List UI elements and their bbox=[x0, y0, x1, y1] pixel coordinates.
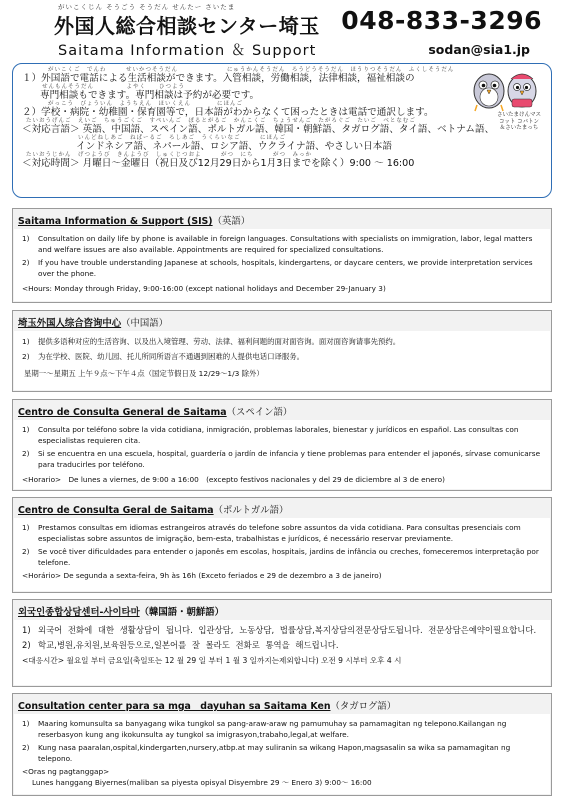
language-tag: （韓国語・朝鮮語） bbox=[139, 607, 225, 618]
section-spanish bbox=[12, 399, 552, 491]
item-number: 2) bbox=[22, 352, 30, 361]
section-english bbox=[12, 208, 552, 303]
list-item bbox=[22, 233, 544, 255]
section-body bbox=[14, 420, 550, 489]
list-item bbox=[22, 718, 544, 740]
japanese-info-box bbox=[12, 63, 552, 198]
section-title bbox=[13, 209, 551, 229]
ruby-4: たいおうげんご えいご ちゅうごくご すぺいんご ぽるとがるご かんこくご ちょうせんご たがろぐご たいご べとなむご bbox=[26, 118, 416, 124]
item-text: 학교,병원,유치원,보육원등으로,일본어를 잘 몰라도 전화로 통역을 해드립니다. bbox=[38, 640, 339, 650]
section-body bbox=[14, 518, 550, 591]
language-tag: （ポルトガル語） bbox=[213, 505, 289, 516]
list-item bbox=[22, 624, 544, 637]
item-number: 2) bbox=[22, 258, 30, 267]
ruby-1b: にゅうかんそうだん ろうどうそうだん ほうりつそうだん ふくしそうだん bbox=[227, 67, 455, 73]
section-portuguese bbox=[12, 497, 552, 593]
list-item bbox=[22, 639, 544, 652]
section-body bbox=[14, 714, 550, 794]
item-text: 为在学校、医院、幼儿园、托儿所同所语言不通遇到困难的人提供电话口译服务。 bbox=[38, 352, 305, 361]
section-title-text: Centro de Consulta Geral de Saitama bbox=[18, 505, 214, 516]
header bbox=[0, 0, 564, 62]
ruby-3: がっこう びょういん ようちえん ほいくえん にほんご bbox=[48, 101, 244, 107]
item-number: 2) bbox=[22, 547, 30, 556]
item-text: Prestamos consultas em idiomas estrangeiros através do telefone sobre assuntos da vida cotidiana. Para consultas presenciais com especialistas sobre assuntos de imigração, bem-esta, trabalhistas e jurídicos, é necessário reservar previamente. bbox=[38, 523, 521, 543]
item-text: Kung nasa paaralan,ospital,kindergarten,nursery,atbp.at may suliranin sa wikang Hapon,magsasalin sa wika sa pamamagitan ng telepono. bbox=[38, 743, 511, 763]
ruby-2: せんもんそうだん よやく ひつよう bbox=[42, 84, 186, 90]
info-line-6 bbox=[22, 152, 545, 169]
section-title-text: Saitama Information & Support (SIS) bbox=[18, 216, 213, 227]
item-text: Consultation on daily life by phone is available in foreign languages. Consultations with specialists on immigration, labor, legal matters and welfare issues are also available. Appointments are required for specialized consultations. bbox=[38, 234, 533, 254]
info-text-3: ２）学校・病院・幼稚園・保育園等で，日本語がわからなくて困ったときは電話で通訳します。 bbox=[22, 107, 434, 118]
info-text-4: ＜対応言語＞ 英語、中国語、スペイン語、ポルトガル語、韓国・朝鮮語、タガログ語、タイ語、ベトナム語、 bbox=[22, 124, 495, 135]
list-item bbox=[22, 522, 544, 544]
hours-label: <Oras ng pagtanggap> bbox=[22, 767, 110, 776]
item-number: 2) bbox=[22, 640, 31, 650]
list-item bbox=[22, 335, 544, 348]
ruby-1: がいこくご でんわ せいかつそうだん bbox=[48, 67, 179, 73]
ruby-6: たいおうじかん げつようび きんようび しゅくじつおよ がつ にち がつ みっか bbox=[26, 152, 313, 158]
page-title: 外国人総合相談センター埼玉 bbox=[54, 14, 320, 38]
language-tag: （タガログ語） bbox=[330, 701, 397, 712]
item-text: Maaring komunsulta sa banyagang wika tungkol sa pang-araw-araw ng pamumuhay sa pamamagitan ng telepono.Kailangan ng reserbasyon kung ang ikokunsulta ay tungkol sa imigrasyon,trabaho,legal,at welfare. bbox=[38, 719, 507, 739]
section-title bbox=[13, 694, 551, 714]
section-body bbox=[14, 229, 550, 301]
section-title-text: 埼玉外国人综合咨询中心 bbox=[18, 318, 122, 329]
section-tagalog bbox=[12, 693, 552, 796]
language-tag: （中国語） bbox=[121, 318, 169, 329]
section-body bbox=[14, 620, 550, 685]
hours-text: <Hours: Monday through Friday, 9:00-16:00 (except national holidays and December 29-January 3) bbox=[22, 284, 386, 293]
list-item bbox=[22, 742, 544, 764]
list-item bbox=[22, 448, 544, 470]
phone-number[interactable]: 048-833-3296 bbox=[341, 6, 542, 35]
page-subtitle: Saitama Information ＆ Support bbox=[58, 43, 317, 59]
info-text-5: インドネシア語、ネパール語、ロシア語、ウクライナ語、やさしい日本語 bbox=[76, 141, 392, 152]
item-text: If you have trouble understanding Japanese at schools, hospitals, kindergartens, or daycare centers, we provide interpretation services over the phone. bbox=[38, 258, 533, 278]
item-number: 1) bbox=[22, 523, 30, 532]
section-title-text: Consultation center para sa mga dayuhan sa Saitama Ken bbox=[18, 701, 331, 712]
section-chinese bbox=[12, 310, 552, 392]
item-number: 2) bbox=[22, 449, 30, 458]
item-text: Se você tiver dificuldades para entender o japonês em escolas, hospitais, jardins de infância ou creches, fomeceremos interpretação por telefone. bbox=[38, 547, 539, 567]
item-number: 2) bbox=[22, 743, 30, 752]
item-number: 1) bbox=[22, 425, 30, 434]
info-text-1: １）外国語で電話による生活相談ができます。入管相談，労働相談，法律相談，福祉相談の bbox=[22, 73, 415, 84]
list-item bbox=[22, 257, 544, 279]
item-text: Consulta por teléfono sobre la vida cotidiana, inmigración, problemas laborales, bienestar y jurídicos en español. Las consultas con especialistas requieren cita. bbox=[38, 425, 519, 445]
item-number: 1) bbox=[22, 234, 30, 243]
list-item bbox=[22, 546, 544, 568]
item-text: 외국어 전화에 대한 생활상담이 됩니다. 입관상담, 노동상담, 법률상담,복지상담의전문상담도됩니다. 전문상담은예약이필요합니다. bbox=[38, 625, 537, 635]
info-text-6: ＜対応時間＞ 月曜日～金曜日（祝日及び12月29日から1月3日までを除く）9:00 ～ 16:00 bbox=[22, 158, 415, 169]
section-title bbox=[13, 311, 551, 331]
list-item bbox=[22, 424, 544, 446]
hours-text: Lunes hanggang Biyernes(maliban sa piyesta opisyal Disyembre 29 ～ Enero 3) 9:00～ 16:00 bbox=[32, 778, 372, 787]
section-title bbox=[13, 600, 551, 620]
item-text: Si se encuentra en una escuela, hospital, guardería o jardín de infancia y tiene problemas para entender el japonés, sírvase comunicarse para traducirles por teléfono. bbox=[38, 449, 541, 469]
item-number: 1) bbox=[22, 719, 30, 728]
hours-text: <대응시간> 월요일 부터 금요일(축일또는 12 월 29 일 부터 1 월 3 일까지는제외합니다) 오전 9 시부터 오후 4 시 bbox=[22, 656, 402, 665]
hours-text: 星期一～星期五 上午９点～下午４点（国定节假日及 12/29～1/3 除外） bbox=[24, 369, 264, 378]
section-korean bbox=[12, 599, 552, 687]
title-ruby: がいこくじん そうごう そうだん せんたー さいたま bbox=[58, 3, 236, 11]
section-title-text: 외국인종합상담센터-사이타마 bbox=[18, 607, 140, 618]
language-tag: （英語） bbox=[212, 216, 251, 227]
info-text-2: 専門相談もできます。専門相談は予約が必要です。 bbox=[40, 90, 260, 101]
mascot-caption: さいたまけんマスコット コバトン＆さいたまっち bbox=[497, 112, 542, 131]
list-item bbox=[22, 350, 544, 363]
section-title bbox=[13, 400, 551, 420]
item-number: 1) bbox=[22, 337, 30, 346]
mascot-illustration-icon bbox=[467, 67, 545, 147]
section-body bbox=[14, 331, 550, 390]
section-title-text: Centro de Consulta General de Saitama bbox=[18, 407, 227, 418]
section-title bbox=[13, 498, 551, 518]
item-text: 提供多语种对应的生活咨询、以及出入境管理、劳动、法律、福利问题的面对面咨询。面对面咨询请事先预约。 bbox=[38, 337, 401, 346]
item-number: 1) bbox=[22, 625, 31, 635]
email-address[interactable]: sodan@sia1.jp bbox=[428, 42, 530, 57]
language-tag: （スペイン語） bbox=[226, 407, 293, 418]
ruby-5: いんどねしあご ねぱーるご ろしあご うくらいなご にほんご bbox=[78, 135, 287, 141]
hours-text: <Horário> De segunda a sexta-feira, 9h às 16h (Exceto feriados e 29 de dezembro a 3 de janeiro) bbox=[22, 571, 382, 580]
hours-text: <Horario> De lunes a viernes, de 9:00 a 16:00 (excepto festivos nacionales y del 29 de diciembre al 3 de enero) bbox=[22, 475, 445, 484]
